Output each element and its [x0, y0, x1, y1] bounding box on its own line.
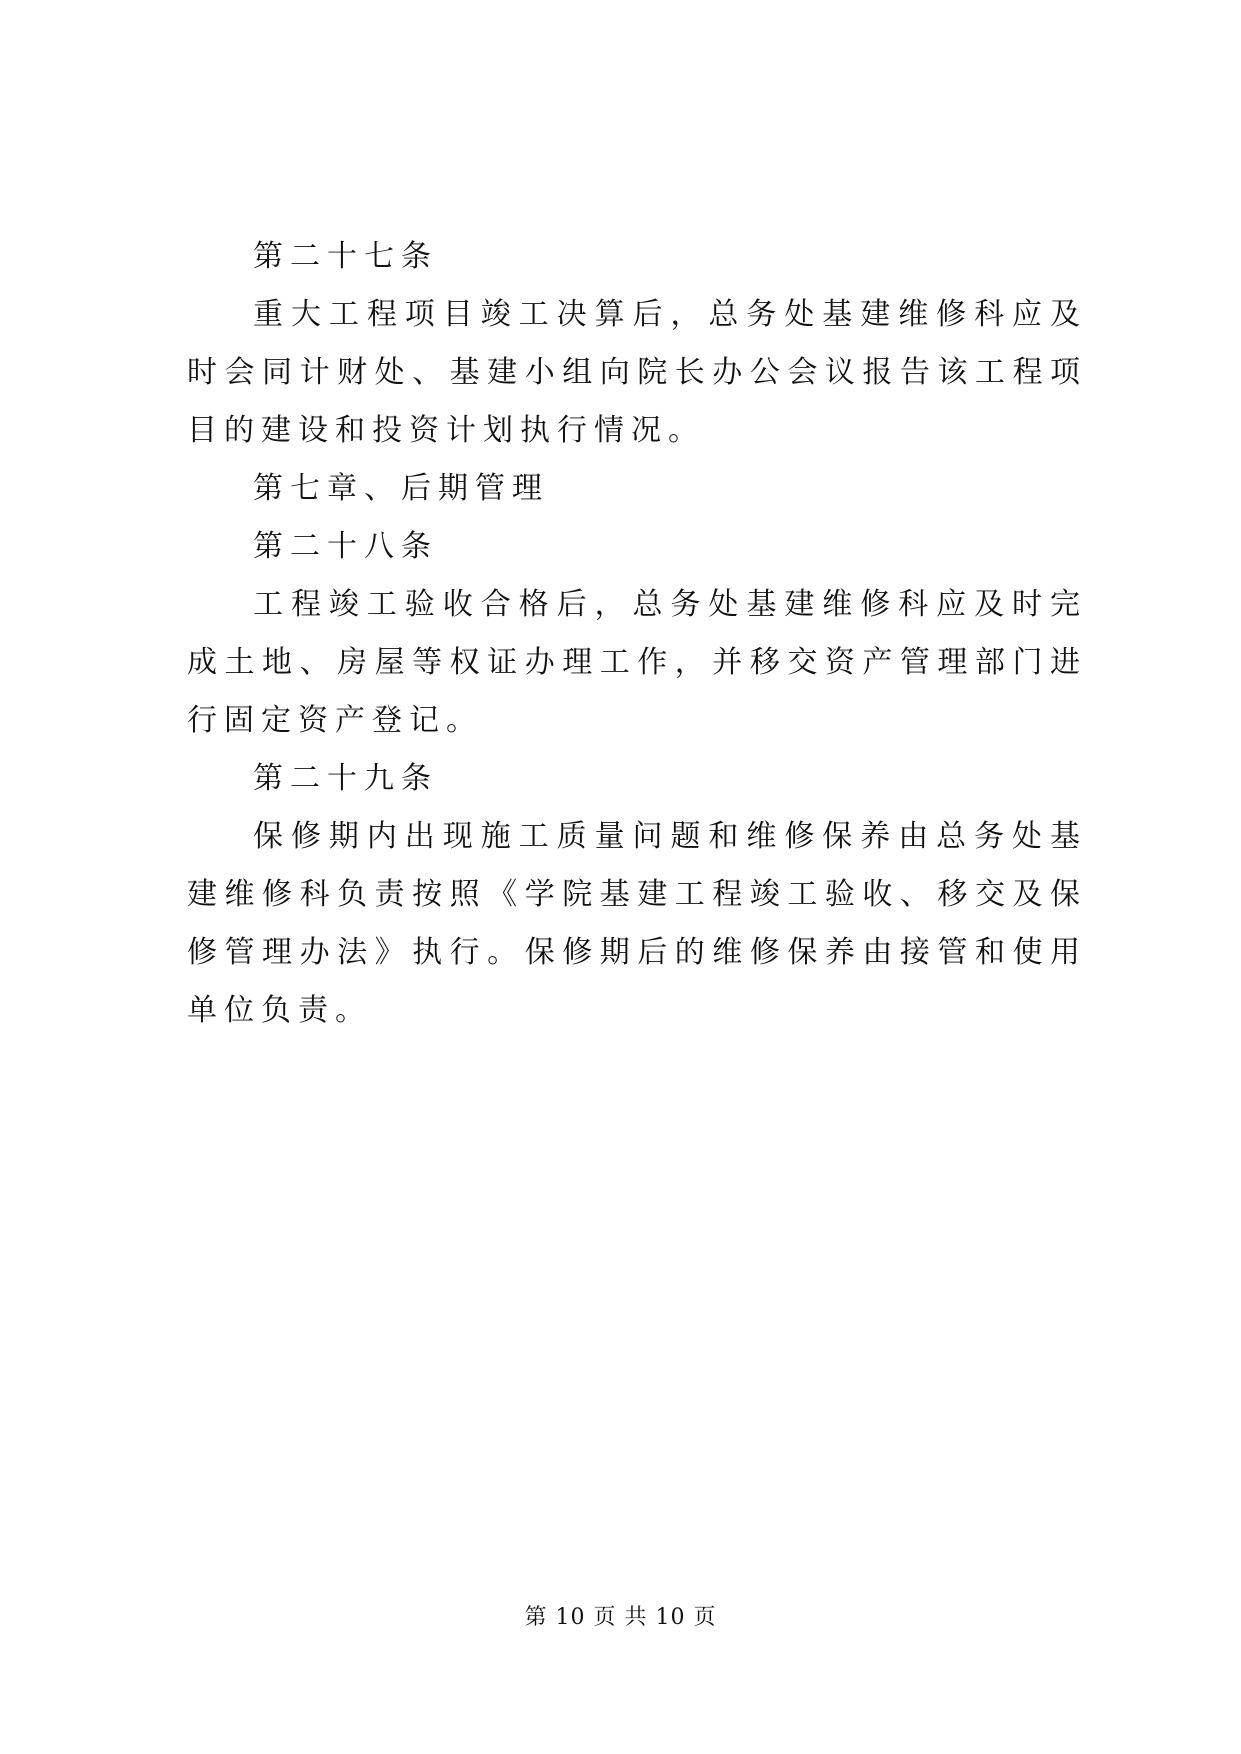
article-29-heading: 第二十九条 — [253, 761, 438, 796]
article-27-text: 重大工程项目竣工决算后，总务处基建维修科应及时会同计财处、基建小组向院长办公会议报告该工程项目的建设和投资计划执行情况。 — [187, 297, 1087, 448]
document-body — [187, 228, 1087, 1040]
chapter-7-heading: 第七章、后期管理 — [253, 471, 549, 506]
article-28-heading: 第二十八条 — [253, 529, 438, 564]
article-28-text: 工程竣工验收合格后，总务处基建维修科应及时完成土地、房屋等权证办理工作，并移交资产管理部门进行固定资产登记。 — [187, 587, 1087, 738]
article-27-heading: 第二十七条 — [253, 239, 438, 274]
page-number-footer: 第 10 页 共 10 页 — [524, 1605, 717, 1630]
article-29-text: 保修期内出现施工质量问题和维修保养由总务处基建维修科负责按照《学院基建工程竣工验收、移交及保修管理办法》执行。保修期后的维修保养由接管和使用单位负责。 — [187, 819, 1087, 1028]
